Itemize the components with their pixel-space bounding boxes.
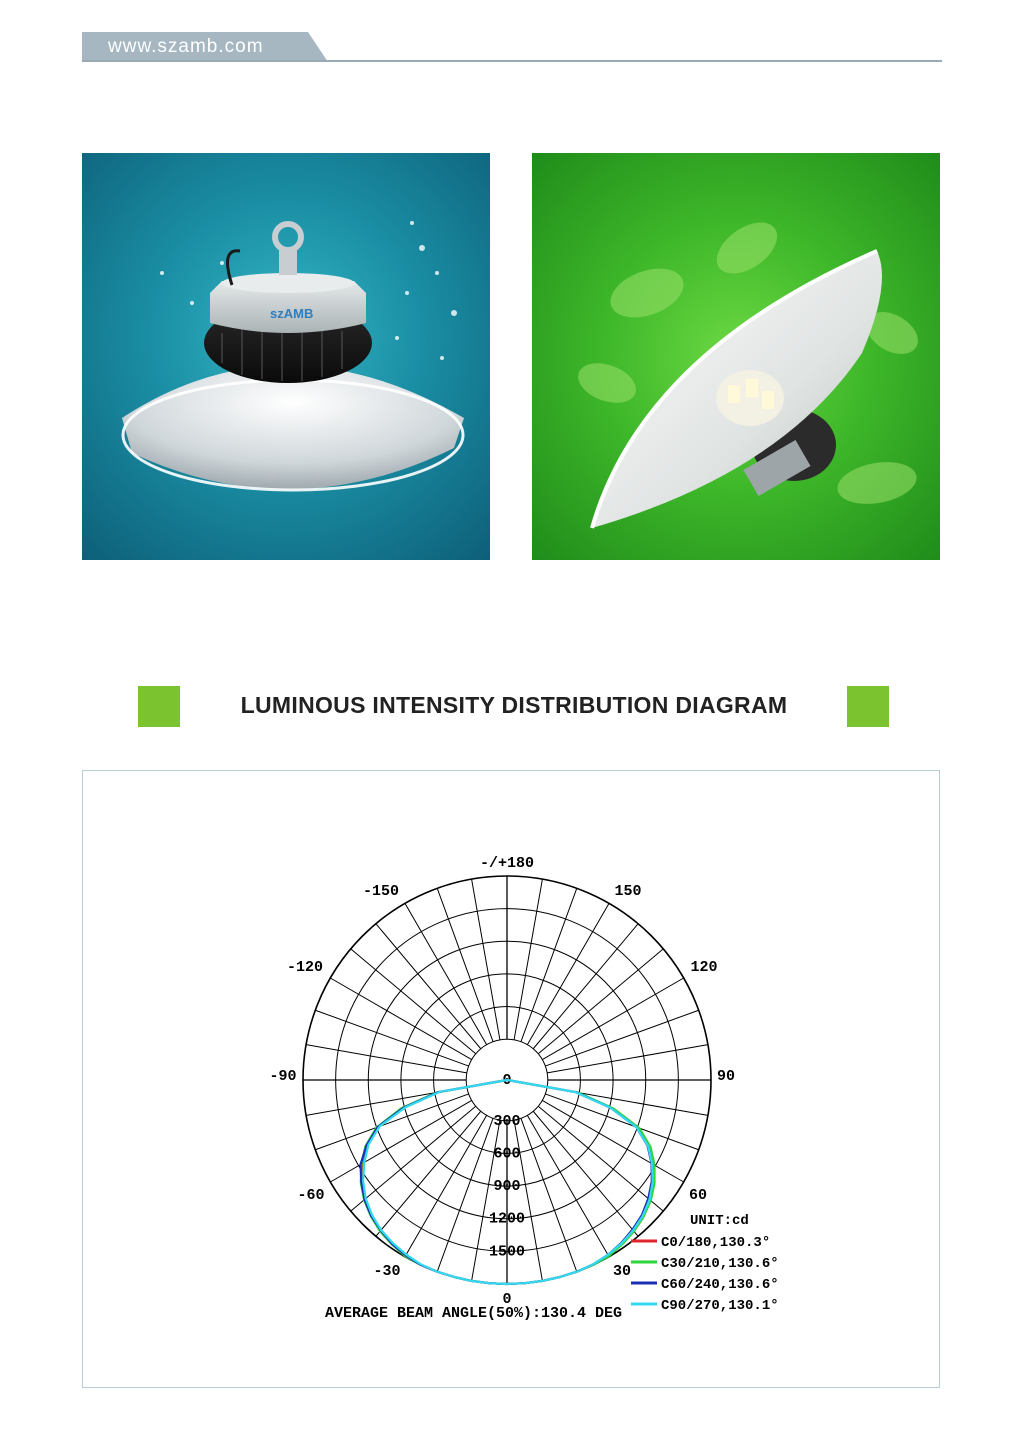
product-photo-high-bay-green	[532, 153, 940, 560]
angle-tick-label: -150	[362, 883, 400, 900]
polar-diagram-frame	[82, 770, 940, 1388]
heading-marker-left	[138, 686, 180, 727]
heading-marker-right	[847, 686, 889, 727]
polar-spoke	[437, 888, 493, 1041]
polar-spoke	[533, 1111, 638, 1236]
polar-spoke	[472, 879, 500, 1040]
polar-spoke	[437, 1118, 493, 1271]
polar-spoke	[315, 1010, 468, 1066]
beam-angle-footer: AVERAGE BEAM ANGLE(50%):130.4 DEG	[325, 1305, 623, 1322]
polar-spoke	[545, 1094, 698, 1150]
polar-spoke	[545, 1010, 698, 1066]
radial-tick-label: 1200	[488, 1210, 526, 1228]
radial-tick-label: 1500	[488, 1243, 526, 1261]
legend-label: C60/240,130.6°	[661, 1277, 779, 1293]
polar-spoke	[306, 1045, 467, 1073]
angle-tick-label: 150	[614, 883, 642, 900]
radial-tick-label: 900	[493, 1178, 521, 1196]
polar-spoke	[533, 924, 638, 1049]
angle-tick-label: 0	[502, 1291, 512, 1308]
website-url[interactable]: www.szamb.com	[108, 36, 264, 57]
angle-tick-label: -/+180	[479, 855, 535, 872]
polar-spoke	[538, 949, 663, 1054]
polar-spoke	[351, 949, 476, 1054]
radial-tick-label: 0	[502, 1072, 512, 1089]
legend-label: C30/210,130.6°	[661, 1256, 779, 1272]
angle-tick-label: 30	[612, 1263, 632, 1280]
angle-tick-label: 60	[688, 1187, 708, 1204]
polar-spoke	[547, 1045, 708, 1073]
angle-tick-label: -90	[269, 1068, 297, 1085]
header-rule	[82, 60, 942, 62]
brand-logo: szAMB	[270, 306, 314, 321]
legend-label: C90/270,130.1°	[661, 1298, 779, 1314]
legend-label: C0/180,130.3°	[661, 1235, 771, 1251]
polar-spoke	[376, 1111, 481, 1236]
polar-spoke	[315, 1094, 468, 1150]
polar-chart	[83, 771, 939, 1387]
polar-spoke	[521, 1118, 577, 1271]
radial-tick-label: 600	[493, 1145, 521, 1163]
polar-spoke	[521, 888, 577, 1041]
radial-tick-label: 300	[493, 1112, 521, 1130]
polar-spoke	[376, 924, 481, 1049]
polar-spoke	[514, 879, 542, 1040]
polar-spoke	[351, 1106, 476, 1211]
product-photo-high-bay-teal	[82, 153, 490, 560]
angle-tick-label: 120	[690, 959, 718, 976]
section-title: LUMINOUS INTENSITY DISTRIBUTION DIAGRAM	[240, 692, 788, 718]
unit-label: UNIT:cd	[690, 1213, 749, 1229]
angle-tick-label: -60	[297, 1187, 325, 1204]
polar-spoke	[538, 1106, 663, 1211]
angle-tick-label: 90	[716, 1068, 736, 1085]
angle-tick-label: -120	[286, 959, 324, 976]
angle-tick-label: -30	[373, 1263, 401, 1280]
